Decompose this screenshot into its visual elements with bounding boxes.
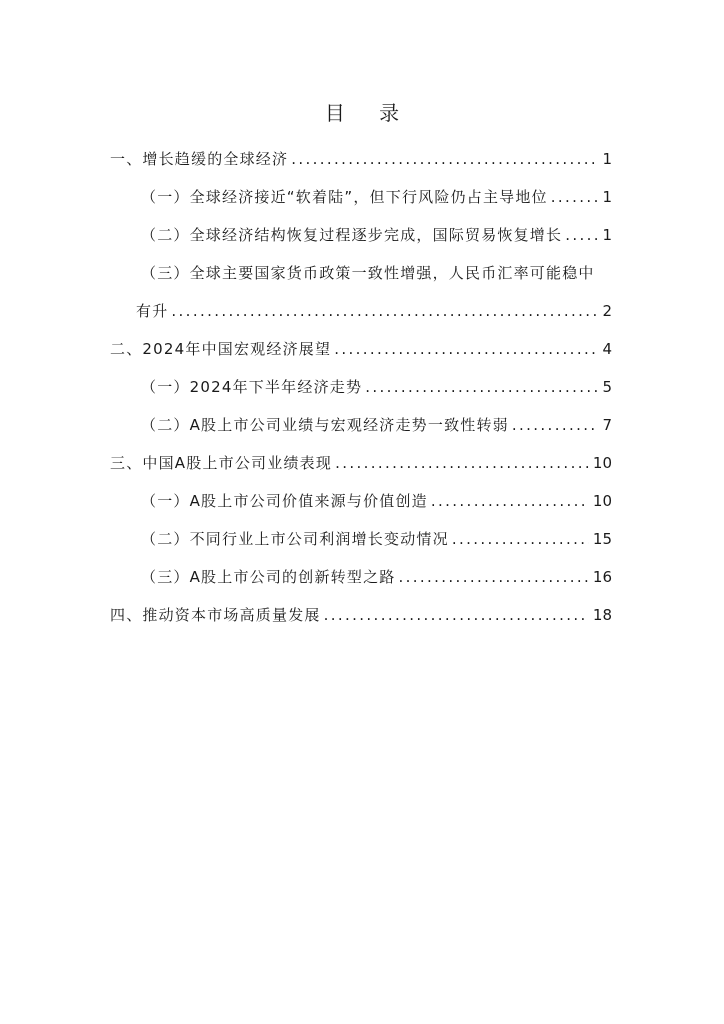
toc-dot-leader: [565, 224, 598, 246]
toc-page-number: 18: [592, 606, 612, 624]
toc-page-number: 10: [592, 492, 612, 510]
toc-entry-3-3[interactable]: [141, 566, 612, 588]
toc-entry-3-1[interactable]: [141, 490, 612, 512]
toc-page-number: 10: [592, 454, 612, 472]
toc-entry-4[interactable]: [110, 604, 612, 626]
toc-entry-1-2[interactable]: [141, 224, 612, 246]
toc-dot-leader: [324, 604, 589, 626]
toc-dot-leader: [512, 414, 599, 436]
toc-entry-text: （二）全球经济结构恢复过程逐步完成，国际贸易恢复增长: [141, 226, 563, 244]
toc-entry-text: 一、增长趋缓的全球经济: [110, 150, 289, 168]
toc-dot-leader: [334, 338, 598, 360]
toc-page-number: 1: [602, 188, 612, 206]
toc-entry-1-1[interactable]: [141, 186, 612, 208]
toc-page-number: 2: [602, 302, 612, 320]
toc-dot-leader: [335, 452, 589, 474]
toc-entry-text: 三、中国A股上市公司业绩表现: [110, 454, 333, 472]
toc-entry-2-2[interactable]: [141, 414, 612, 436]
toc-dot-leader: [452, 528, 589, 550]
toc-dot-leader: [398, 566, 588, 588]
toc-entry-text: （三）A股上市公司的创新转型之路: [141, 568, 396, 586]
toc-dot-leader: [365, 376, 598, 398]
toc-entry-3[interactable]: [110, 452, 612, 474]
toc-entry-text: （一）2024年下半年经济走势: [141, 378, 363, 396]
toc-entry-text: 四、推动资本市场高质量发展: [110, 606, 321, 624]
toc-page-number: 1: [602, 150, 612, 168]
toc-entry-text: （一）A股上市公司价值来源与价值创造: [141, 492, 428, 510]
toc-entry-2-1[interactable]: [141, 376, 612, 398]
toc-entry-text: （二）A股上市公司业绩与宏观经济走势一致性转弱: [141, 416, 509, 434]
toc-entry-1-3-line1[interactable]: [141, 262, 612, 284]
toc-page-number: 5: [602, 378, 612, 396]
toc-entry-1[interactable]: [110, 148, 612, 170]
toc-entry-text: 二、2024年中国宏观经济展望: [110, 340, 332, 358]
toc-entry-2[interactable]: [110, 338, 612, 360]
toc-page-number: 4: [602, 340, 612, 358]
toc-entry-3-2[interactable]: [141, 528, 612, 550]
toc-dot-leader: [291, 148, 598, 170]
toc-entry-text: （一）全球经济接近“软着陆”，但下行风险仍占主导地位: [141, 188, 548, 206]
toc-entry-1-3-line2[interactable]: [110, 300, 612, 322]
toc-dot-leader: [171, 300, 598, 322]
toc-entry-text: （三）全球主要国家货币政策一致性增强，人民币汇率可能稳中: [141, 264, 595, 282]
toc-page-number: 15: [592, 530, 612, 548]
toc-entry-text: （二）不同行业上市公司利润增长变动情况: [141, 530, 449, 548]
page-title: 目 录: [324, 101, 414, 125]
toc-dot-leader: [431, 490, 589, 512]
toc-page-number: 1: [602, 226, 612, 244]
toc-dot-leader: [551, 186, 599, 208]
toc-page-number: 7: [602, 416, 612, 434]
toc-entry-text-continued: 有升: [136, 302, 169, 320]
toc-page-number: 16: [592, 568, 612, 586]
